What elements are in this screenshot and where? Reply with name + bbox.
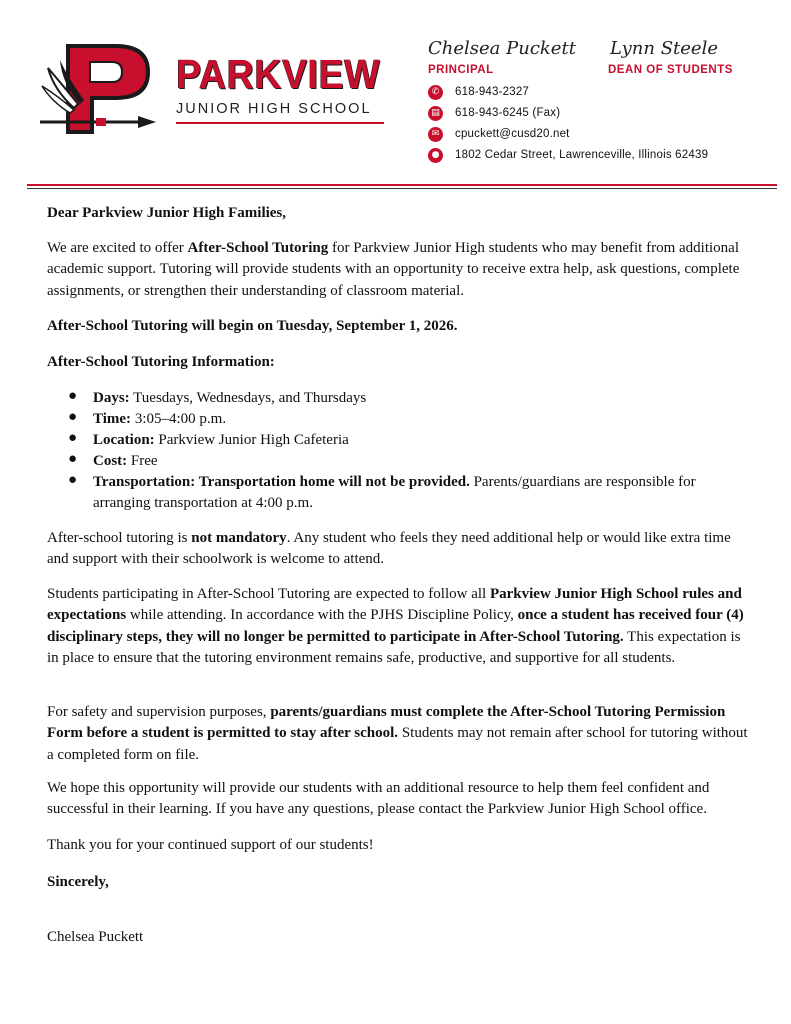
bullet-label: Time: — [93, 411, 132, 427]
closing-paragraph-text: We hope this opportunity will provide our students with an additional resource to help them feel confident and successful in their learning. If you have any questions, please contact the Parkview Junior High School office. — [47, 780, 710, 818]
contact-email — [428, 126, 570, 142]
rules-text-bold-1: Parkview Junior High School rules and expectations — [47, 586, 742, 624]
bullet-time — [93, 409, 743, 430]
closing — [47, 872, 751, 893]
closing-text: Sincerely, — [47, 874, 109, 890]
location-icon: ● — [428, 148, 443, 163]
start-date-line — [47, 316, 751, 337]
intro-text-1: We are excited to offer — [47, 240, 188, 256]
contact-address — [428, 147, 708, 163]
permission-text-2: Students may not remain after school for tutoring without a completed form on file. — [47, 725, 748, 763]
header-divider-red — [27, 184, 777, 186]
contact-fax — [428, 105, 560, 121]
phone-number: 618-943-2327 — [455, 86, 530, 98]
bullet-marker: ● — [68, 472, 78, 488]
intro-paragraph — [47, 238, 751, 302]
bullet-value: Parents/guardians are responsible for arranging transportation at 4:00 p.m. — [93, 474, 696, 512]
rules-text-3: This expectation is in place to ensure that the tutoring environment remains safe, productive, and supportive for all students. — [47, 628, 741, 666]
closing-paragraph — [47, 778, 751, 821]
street-address: 1802 Cedar Street, Lawrenceville, Illinois 62439 — [455, 149, 709, 161]
bullet-label: Transportation: Transportation home will not be provided. — [93, 474, 470, 490]
header-divider-dark — [27, 188, 777, 189]
bullet-marker: ● — [68, 409, 78, 425]
dean-name: Lynn Steele — [610, 38, 718, 59]
permission-paragraph — [47, 702, 751, 766]
mandatory-text-2: . Any student who feels they need additional help or would like extra time and support with their schoolwork is welcome to attend. — [47, 530, 731, 568]
info-heading-text: After-School Tutoring Information: — [47, 354, 275, 370]
bullet-days — [93, 388, 743, 409]
rules-text-1: Students participating in After-School Tutoring are expected to follow all — [47, 586, 490, 602]
permission-text-1: For safety and supervision purposes, — [47, 704, 271, 720]
fax-icon: ▤ — [428, 106, 443, 121]
bullet-value: Free — [127, 453, 158, 469]
bullet-marker: ● — [68, 388, 78, 404]
intro-text-bold: After-School Tutoring — [187, 240, 329, 256]
contact-phone — [428, 84, 529, 100]
thank-you-text: Thank you for your continued support of our students! — [47, 837, 374, 853]
email-icon: ✉ — [428, 127, 443, 142]
intro-text-2: for Parkview Junior High students who may benefit from additional academic support. Tutoring will provide students with an opportunity to receive extra help, ask questions, complete assignments, or strengthen their understanding of classroom material. — [47, 240, 740, 299]
mandatory-text-1: After-school tutoring is — [47, 530, 192, 546]
signature-name: Chelsea Puckett — [47, 929, 144, 945]
bullet-marker: ● — [68, 451, 78, 467]
bullet-cost — [93, 451, 743, 472]
bullet-label: Cost: — [93, 453, 128, 469]
fax-number: 618-943-6245 (Fax) — [455, 107, 561, 119]
thank-you-line — [47, 835, 751, 856]
signature — [47, 927, 751, 948]
bullet-marker: ● — [68, 430, 78, 446]
bullet-value: 3:05–4:00 p.m. — [131, 411, 227, 427]
dean-title: DEAN OF STUDENTS — [608, 64, 733, 76]
rules-text-2: while attending. In accordance with the PJHS Discipline Policy, — [126, 607, 518, 624]
principal-title: PRINCIPAL — [428, 64, 494, 76]
rules-paragraph — [47, 584, 751, 669]
school-name-underline — [176, 122, 384, 124]
bullet-value: Parkview Junior High Cafeteria — [154, 432, 349, 448]
permission-text-bold: parents/guardians must complete the After-School Tutoring Permission Form before a student is permitted to stay after school. — [47, 704, 726, 742]
mandatory-paragraph — [47, 528, 751, 571]
bullet-label: Days: — [93, 390, 130, 406]
school-subtitle: JUNIOR HIGH SCHOOL — [176, 101, 372, 117]
bullet-transportation — [93, 472, 743, 515]
school-name: PARKVIEW — [176, 51, 381, 97]
info-heading — [47, 352, 751, 373]
mandatory-text-bold: not mandatory — [191, 530, 287, 546]
start-date-text: After-School Tutoring will begin on Tuesday, September 1, 2026. — [47, 318, 458, 334]
bullet-location — [93, 430, 743, 451]
email-address: cpuckett@cusd20.net — [455, 128, 570, 140]
principal-name: Chelsea Puckett — [428, 38, 576, 59]
bullet-value: Tuesdays, Wednesdays, and Thursdays — [129, 390, 367, 406]
rules-text-bold-2: once a student has received four (4) disciplinary steps, they will no longer be permitted to participate in After-School Tutoring. — [47, 607, 744, 645]
salutation — [47, 203, 751, 224]
school-logo — [38, 38, 163, 138]
phone-icon: ✆ — [428, 85, 443, 100]
letterhead — [0, 0, 791, 178]
bullet-label: Location: — [93, 432, 155, 448]
salutation-text: Dear Parkview Junior High Families, — [47, 205, 287, 221]
